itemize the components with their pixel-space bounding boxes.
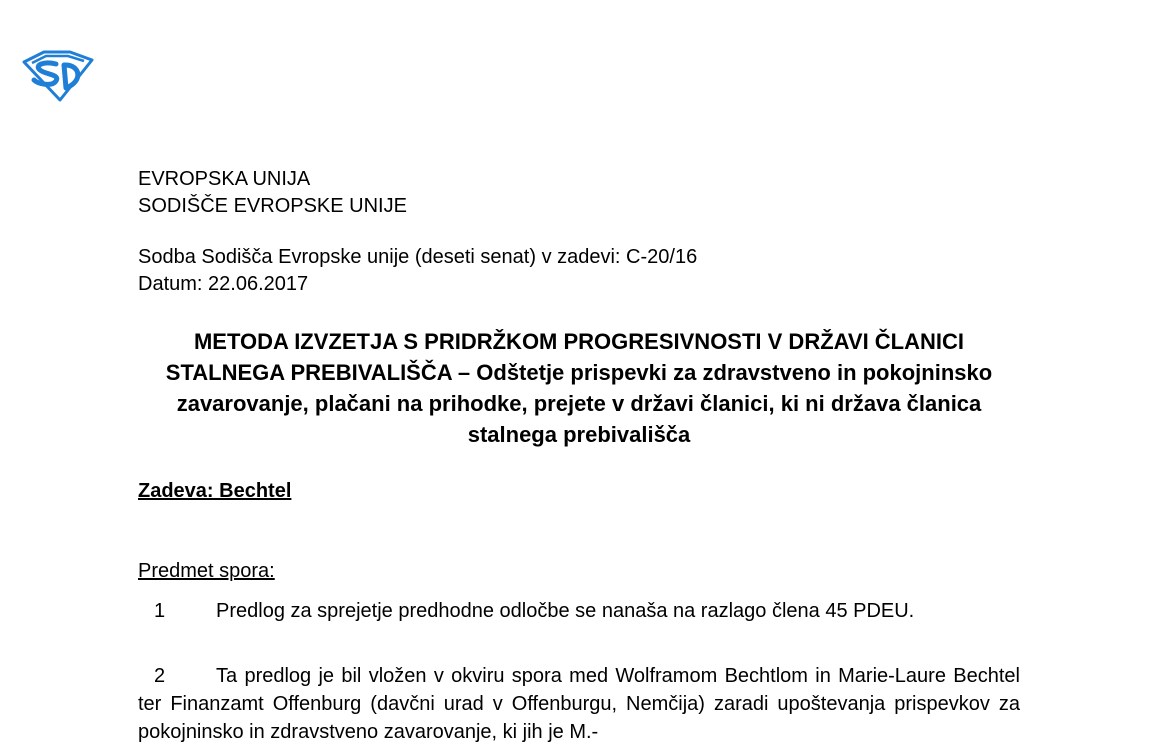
- paragraph: [138, 662, 1020, 746]
- document-title: METODA IZVZETJA S PRIDRŽKOM PROGRESIVNOSTI V DRŽAVI ČLANICI STALNEGA PREBIVALIŠČA – Odštetje prispevki za zdravstveno in pokojninsko zavarovanje, plačani na prihodke, prejete v državi članici, ki ni država članica stalnega prebivališča: [165, 329, 993, 447]
- paragraph-number: 1: [154, 600, 166, 622]
- section-label: Predmet spora:: [138, 560, 275, 582]
- paragraph-number: 2: [154, 665, 166, 687]
- case-subject: Zadeva: Bechtel: [138, 480, 292, 502]
- case-date: Datum: 22.06.2017: [138, 273, 309, 295]
- case-reference: Sodba Sodišča Evropske unije (deseti senat) v zadevi: C-20/16: [138, 246, 698, 268]
- paragraph-text: Ta predlog je bil vložen v okviru spora med Wolframom Bechtlom in Marie-Laure Bechtel ter Finanzamt Offenburg (davčni urad v Offenburgu, Nemčija) zaradi upoštevanja prispevkov za pokojninsko in zdravstveno zavarovanje, ki jih je M.-: [138, 665, 1020, 743]
- header-court: SODIŠČE EVROPSKE UNIJE: [138, 195, 407, 217]
- header-organization: EVROPSKA UNIJA: [138, 168, 311, 190]
- case-info: [138, 244, 697, 298]
- paragraph: [138, 597, 1020, 625]
- document-header: [138, 166, 407, 220]
- sd-shield-logo-icon: [20, 48, 96, 104]
- paragraph-text: Predlog za sprejetje predhodne odločbe se nanaša na razlago člena 45 PDEU.: [216, 600, 915, 622]
